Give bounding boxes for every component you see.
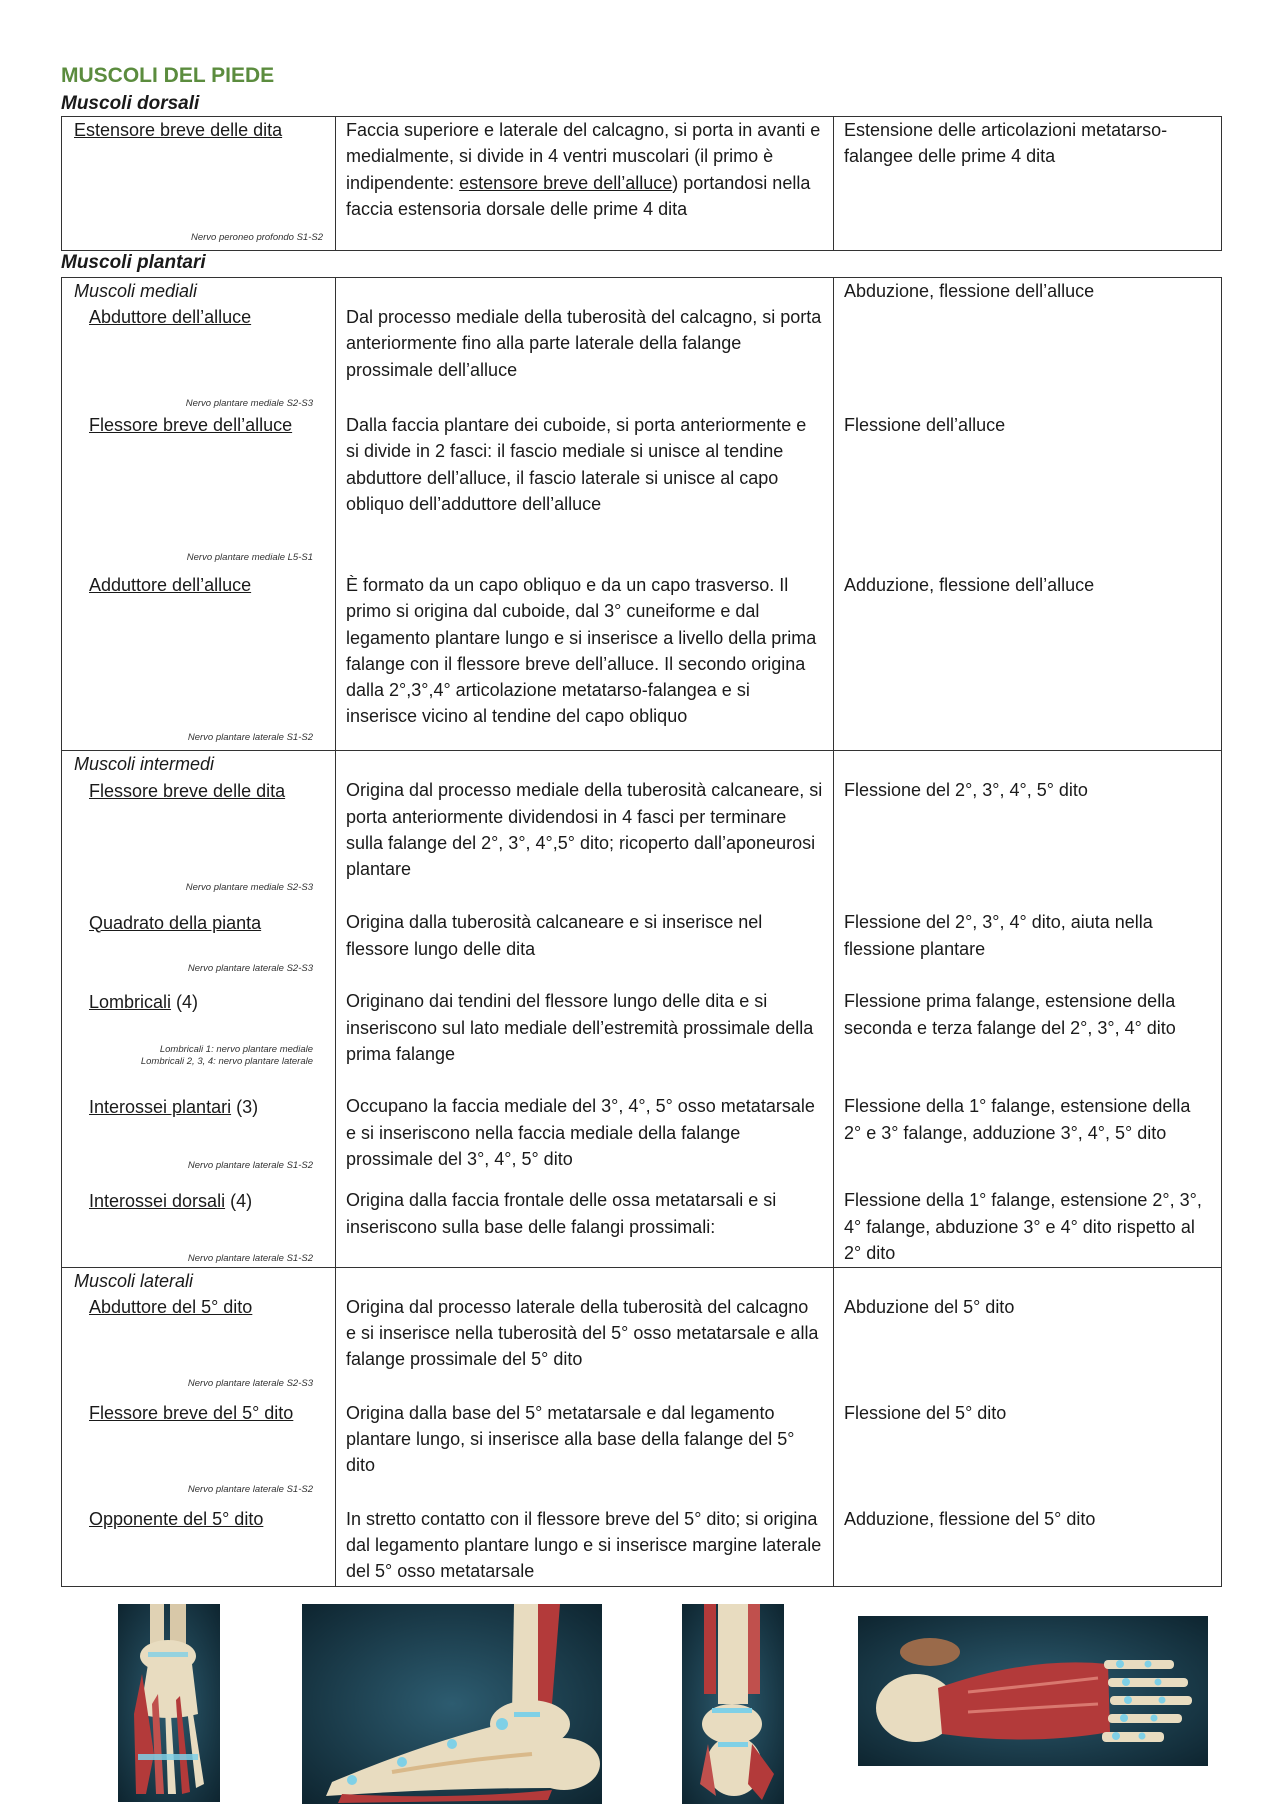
- nerve-label: Nervo plantare laterale S2-S3: [187, 962, 313, 974]
- table-row: [62, 117, 1222, 251]
- group-label-medial: Muscoli mediali: [74, 281, 198, 301]
- muscle-name: Adduttore dell’alluce: [89, 575, 252, 596]
- muscle-name: Abduttore dell’alluce: [89, 307, 252, 328]
- plantar-table: [61, 277, 1222, 1587]
- nerve-label: Nervo plantare laterale S2-S3: [187, 1377, 313, 1389]
- nerve-label: Nervo plantare mediale S2-S3: [185, 398, 313, 410]
- muscle-description: Faccia superiore e laterale del calcagno, si porta in avanti e medialmente, si divide in 4 ventri muscolari (il primo è indipendente: estensore breve dell’alluce) portandosi nella faccia estensoria dorsale delle prime 4 dita: [346, 120, 821, 219]
- muscle-function: Adduzione, flessione del 5° dito: [844, 1508, 1096, 1529]
- nerve-label: Lombricali 1: nervo plantare mediale Lombricali 2, 3, 4: nervo plantare laterale: [140, 1043, 313, 1067]
- muscle-name: Interossei dorsali (4): [89, 1190, 253, 1211]
- table-row: [62, 278, 1222, 751]
- muscle-name: Estensore breve delle dita: [74, 120, 283, 140]
- muscle-description: Occupano la faccia mediale del 3°, 4°, 5° osso metatarsale e si inseriscono nella faccia mediale della falange prossimale del 3°, 4°, 5° dito: [346, 1096, 815, 1169]
- muscle-function: Flessione della 1° falange, estensione 2°, 3°, 4° falange, abduzione 3° e 4° dito rispetto al 2° dito: [844, 1190, 1202, 1263]
- muscle-function: Adduzione, flessione dell’alluce: [844, 575, 1095, 595]
- nerve-label: Nervo peroneo profondo S1-S2: [190, 232, 323, 243]
- muscle-name: Flessore breve delle dita: [89, 780, 286, 801]
- muscle-name: Abduttore del 5° dito: [89, 1296, 253, 1317]
- muscle-description: Origina dalla base del 5° metatarsale e dal legamento plantare lungo, si inserisce alla base della falange del 5° dito: [346, 1402, 795, 1476]
- section-heading-dorsal: Muscoli dorsali: [61, 93, 200, 114]
- anatomy-figures: [0, 1604, 1280, 1804]
- muscle-function: Flessione della 1° falange, estensione della 2° e 3° falange, adduzione 3°, 4°, 5° dito: [844, 1096, 1191, 1143]
- foot-plantar-view-image: [858, 1616, 1208, 1766]
- muscle-description: In stretto contatto con il flessore breve del 5° dito; si origina dal legamento plantare lungo e si inserisce margine laterale del 5° osso metatarsale: [346, 1508, 822, 1582]
- muscle-description: È formato da un capo obliquo e da un capo trasverso. Il primo si origina dal cuboide, dal 3° cuneiforme e dal legamento plantare lungo e si inserisce a livello della prima falange con il flessore breve dell’alluce. Il secondo origina dalla 2°,3°,4° articolazione metatarso-falangea e si inserisce vicino al tendine del capo obliquo: [346, 575, 817, 727]
- nerve-label: Nervo plantare mediale S2-S3: [185, 881, 313, 893]
- section-heading-plantar: Muscoli plantari: [61, 252, 206, 273]
- muscle-name: Lombricali (4): [89, 991, 199, 1012]
- muscle-name: Flessore breve del 5° dito: [89, 1402, 294, 1423]
- group-label-intermediate: Muscoli intermedi: [74, 754, 215, 775]
- muscle-description: Origina dalla faccia frontale delle ossa metatarsali e si inseriscono sulla base delle falangi prossimali:: [346, 1190, 777, 1237]
- muscle-description: Dal processo mediale della tuberosità del calcagno, si porta anteriormente fino alla parte laterale della falange prossimale dell’alluce: [346, 307, 822, 380]
- table-row: [62, 1267, 1222, 1586]
- nerve-label: Nervo plantare laterale S1-S2: [187, 1252, 313, 1264]
- muscle-function: Flessione del 2°, 3°, 4°, 5° dito: [844, 780, 1088, 801]
- linked-term: estensore breve dell’alluce: [459, 172, 673, 193]
- muscle-name: Opponente del 5° dito: [89, 1508, 264, 1529]
- muscle-function: Flessione prima falange, estensione della seconda e terza falange del 2°, 3°, 4° dito: [844, 991, 1176, 1038]
- page-title: MUSCOLI DEL PIEDE: [61, 64, 275, 87]
- muscle-function: Flessione del 5° dito: [844, 1402, 1007, 1423]
- ankle-posterior-view-image: [682, 1604, 784, 1804]
- muscle-description: Originano dai tendini del flessore lungo delle dita e si inseriscono sul lato mediale dell’estremità prossimale della prima falange: [346, 991, 814, 1064]
- muscle-description: Origina dal processo mediale della tuberosità calcaneare, si porta anteriormente dividendosi in 4 fasci per terminare sulla falange del 2°, 3°, 4°,5° dito; ricoperto dall’aponeurosi plantare: [346, 780, 823, 880]
- muscle-name: Quadrato della pianta: [89, 912, 262, 933]
- table-row: [62, 751, 1222, 1267]
- nerve-label: Nervo plantare laterale S1-S2: [187, 1483, 313, 1495]
- muscle-description: Origina dalla tuberosità calcaneare e si inserisce nel flessore lungo delle dita: [346, 912, 763, 959]
- muscle-function: Abduzione, flessione dell’alluce: [844, 281, 1095, 301]
- muscle-description: Origina dal processo laterale della tuberosità del calcagno e si inserisce nella tuberosità del 5° osso metatarsale e alla falange prossimale del 5° dito: [346, 1296, 819, 1370]
- nerve-label: Nervo plantare laterale S1-S2: [187, 732, 313, 744]
- group-label-lateral: Muscoli laterali: [74, 1270, 194, 1291]
- foot-dorsal-view-image: [118, 1604, 220, 1802]
- muscle-function: Flessione dell’alluce: [844, 415, 1006, 435]
- muscle-name: Flessore breve dell’alluce: [89, 415, 293, 436]
- muscle-name: Interossei plantari (3): [89, 1096, 259, 1117]
- dorsal-table: [61, 116, 1222, 251]
- nerve-label: Nervo plantare laterale S1-S2: [187, 1159, 313, 1171]
- foot-medial-view-image: [302, 1604, 602, 1804]
- muscle-function: Estensione delle articolazioni metatarso-falangee delle prime 4 dita: [844, 120, 1168, 167]
- muscle-description: Dalla faccia plantare dei cuboide, si porta anteriormente e si divide in 2 fasci: il fascio mediale si unisce al tendine abduttore dell’alluce, il fascio laterale si unisce al capo obliquo dell’adduttore dell’alluce: [346, 415, 807, 514]
- nerve-label: Nervo plantare mediale L5-S1: [186, 552, 313, 564]
- muscle-function: Flessione del 2°, 3°, 4° dito, aiuta nella flessione plantare: [844, 912, 1153, 959]
- muscle-function: Abduzione del 5° dito: [844, 1296, 1015, 1317]
